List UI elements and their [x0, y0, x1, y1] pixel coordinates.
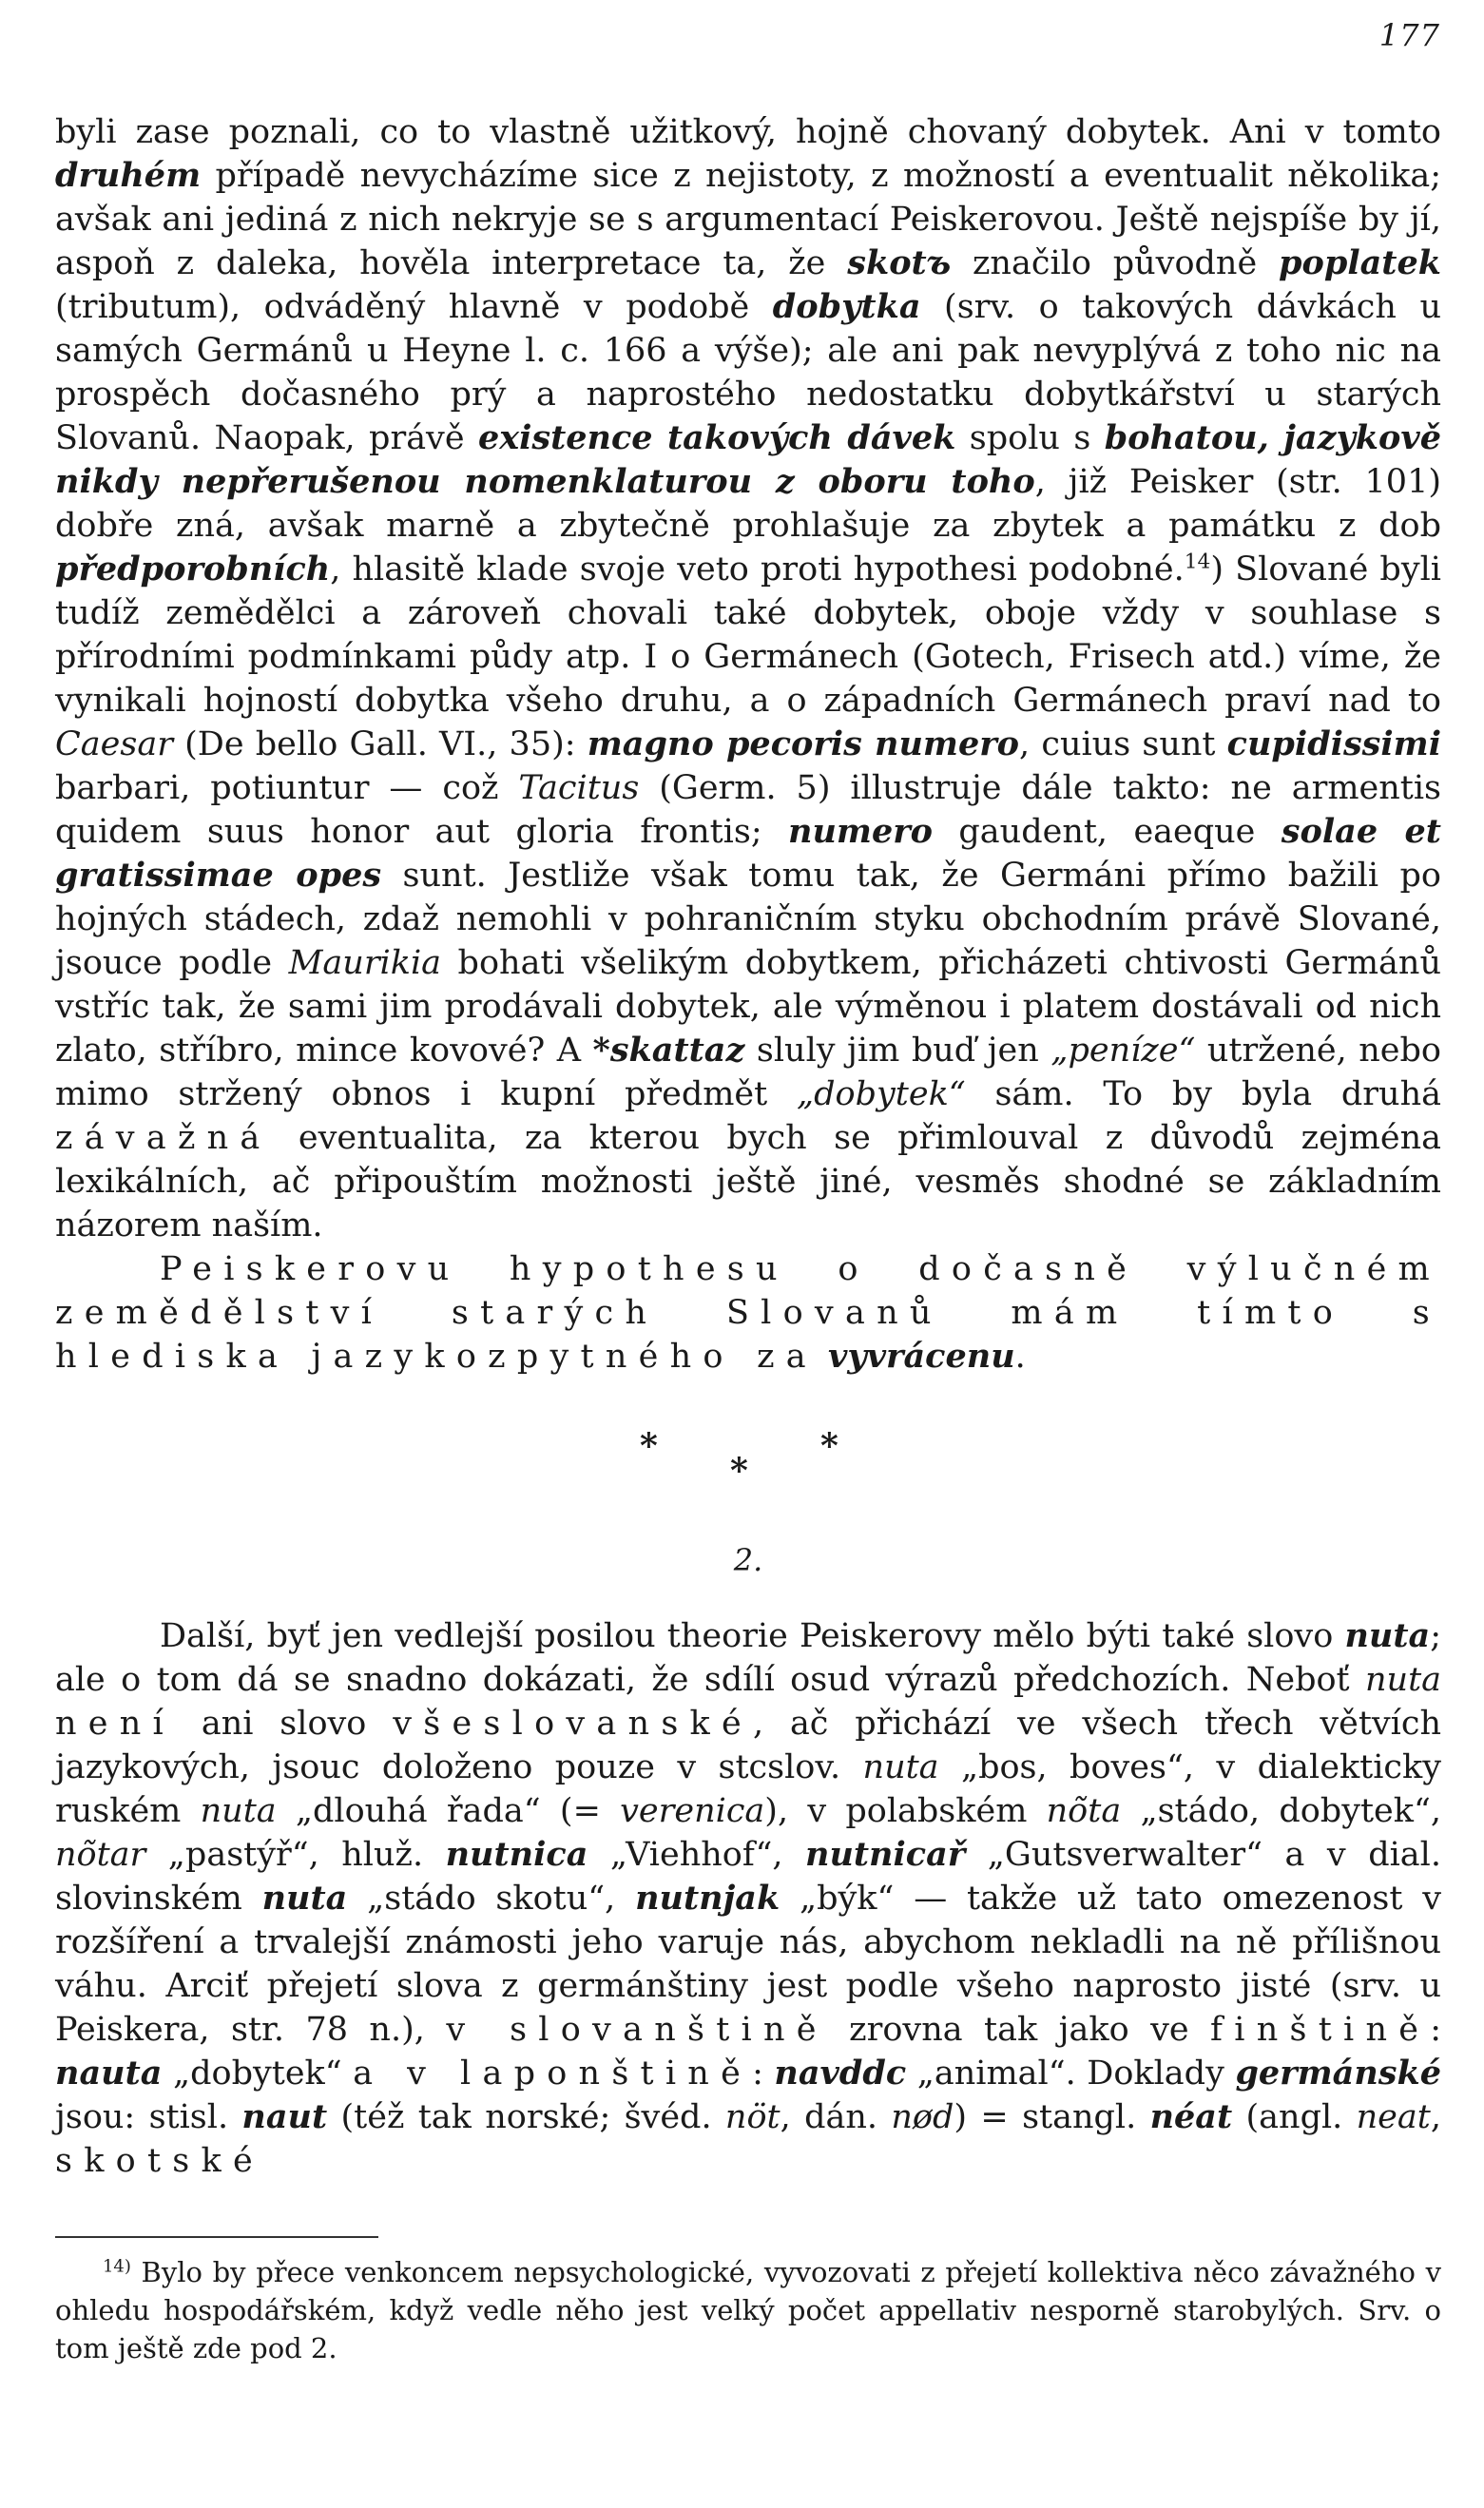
paragraph: Další, byť jen vedlejší posilou theorie Peiskerovy mělo býti také slovo nuta; ale o tom dá se snadno dokázati, že sdílí osud výrazů předchozích. Neboť nuta není ani slovo všeslovanské, ač přichází ve všech třech větvích jazykových, jsouc doloženo pouze v stcslov. nuta „bos, boves“, v dialekticky ruském nuta „dlouhá řada“ (= verenica), v polabském nõta „stádo, dobytek“, nõtar „pastýř“, hluž. nutnica „Viehhof“, nutnicař „Gutsverwalter“ a v dial. slovinském nuta „stádo skotu“, nutnjak „býk“ — takže už tato omezenost v rozšíření a trvalejší známosti jeho varuje nás, abychom nekladli na ně přílišnou váhu. Arciť přejetí slova z germánštiny jest podle všeho naprosto jisté (srv. u Peiskera, str. 78 n.), v slovanštině zrovna tak jako ve finštině: nauta „dobytek“ a v laponštině: navddc „animal“. Doklady germánské jsou: stisl. naut (též tak norské; švéd. nöt, dán. nød) = stangl. néat (angl. neat, skotské — [55, 1616, 1442, 2180]
footnote-text: Bylo by přece venkoncem nepsychologické, vyvozovati z přejetí kollektiva něco závažného v ohledu hospodářském, když vedle něho jest velký počet appellativ nesporně starobylých. Srv. o tom ještě zde pod 2. — [55, 2256, 1441, 2364]
main-text — [55, 110, 1441, 2183]
footnote-marker: 14) — [103, 2256, 131, 2277]
section-separator — [55, 1424, 1441, 1496]
asterisk: * — [640, 1426, 658, 1466]
section-number: 2. — [733, 1542, 763, 1578]
paragraph: byli zase poznali, co to vlastně užitkový, hojně chovaný dobytek. Ani v tomto druhém případě nevycházíme sice z nejistoty, z možností a eventualit několika; avšak ani jediná z nich nekryje se s argumentací Peiskerovou. Ještě nejspíše by jí, aspoň z daleka, hověla interpretace ta, že skotъ značilo původně poplatek (tributum), odváděný hlavně v podobě dobytka (srv. o takových dávkách u samých Germánů u Heyne l. c. 166 a výše); ale ani pak nevyplývá z toho nic na prospěch dočasného prý a naprostého nedostatku dobytkářství u starých Slovanů. Naopak, právě existence takových dávek spolu s bohatou, jazykově nikdy nepřerušenou nomenklaturou z oboru toho, již Peisker (str. 101) dobře zná, avšak marně a zbytečně prohlašuje za zbytek a památku z dob předporobních, hlasitě klade svoje veto proti hypothesi podobné.$^{14}$) Slované byli tudíž zemědělci a zároveň chovali také dobytek, oboje vždy v souhlase s přírodními podmínkami půdy atp. I o Germánech (Gotech, Frisech atd.) víme, že vynikali hojností dobytka všeho druhu, a o západních Germánech praví nad to Caesar (De bello Gall. VI., 35): magno pecoris numero, cuius sunt cupidissimi barbari, potiuntur — což Tacitus (Germ. 5) illustruje dále takto: ne armentis quidem suus honor aut gloria frontis; numero gaudent, eaeque solae et gratissimae opes sunt. Jestliže však tomu tak, že Germáni přímo bažili po hojných stádech, zdaž nemohli v pohraničním styku obchodním právě Slované, jsouce podle Maurikia bohati všelikým dobytkem, přicházeti chtivosti Germánů vstříc tak, že sami jim prodávali dobytek, ale výměnou i platem dostávali od nich zlato, stříbro, mince kovové? A *skattaz sluly jim buď jen „peníze“ utržené, nebo mimo stržený obnos i kupní předmět „dobytek“ sám. To by byla druhá závažná eventualita, za kterou bych se přimlouval z důvodů zejména lexikálních, ač připouštím možnosti ještě jiné, vesměs shodné se základním názorem naším. — [55, 113, 1442, 1244]
page-number: 177 — [1378, 17, 1440, 53]
paragraph: Peiskerovu hypothesu o dočasně výlučném zemědělství starých Slovanů mám tímto s hlediska jazykozpytného za vyvrácenu. — [55, 1250, 1441, 1376]
asterisk: * — [730, 1451, 748, 1491]
asterisk: * — [820, 1426, 838, 1466]
footnote — [55, 2253, 1441, 2367]
footnote-paragraph — [55, 2253, 1441, 2367]
footnote-rule — [55, 2236, 378, 2238]
